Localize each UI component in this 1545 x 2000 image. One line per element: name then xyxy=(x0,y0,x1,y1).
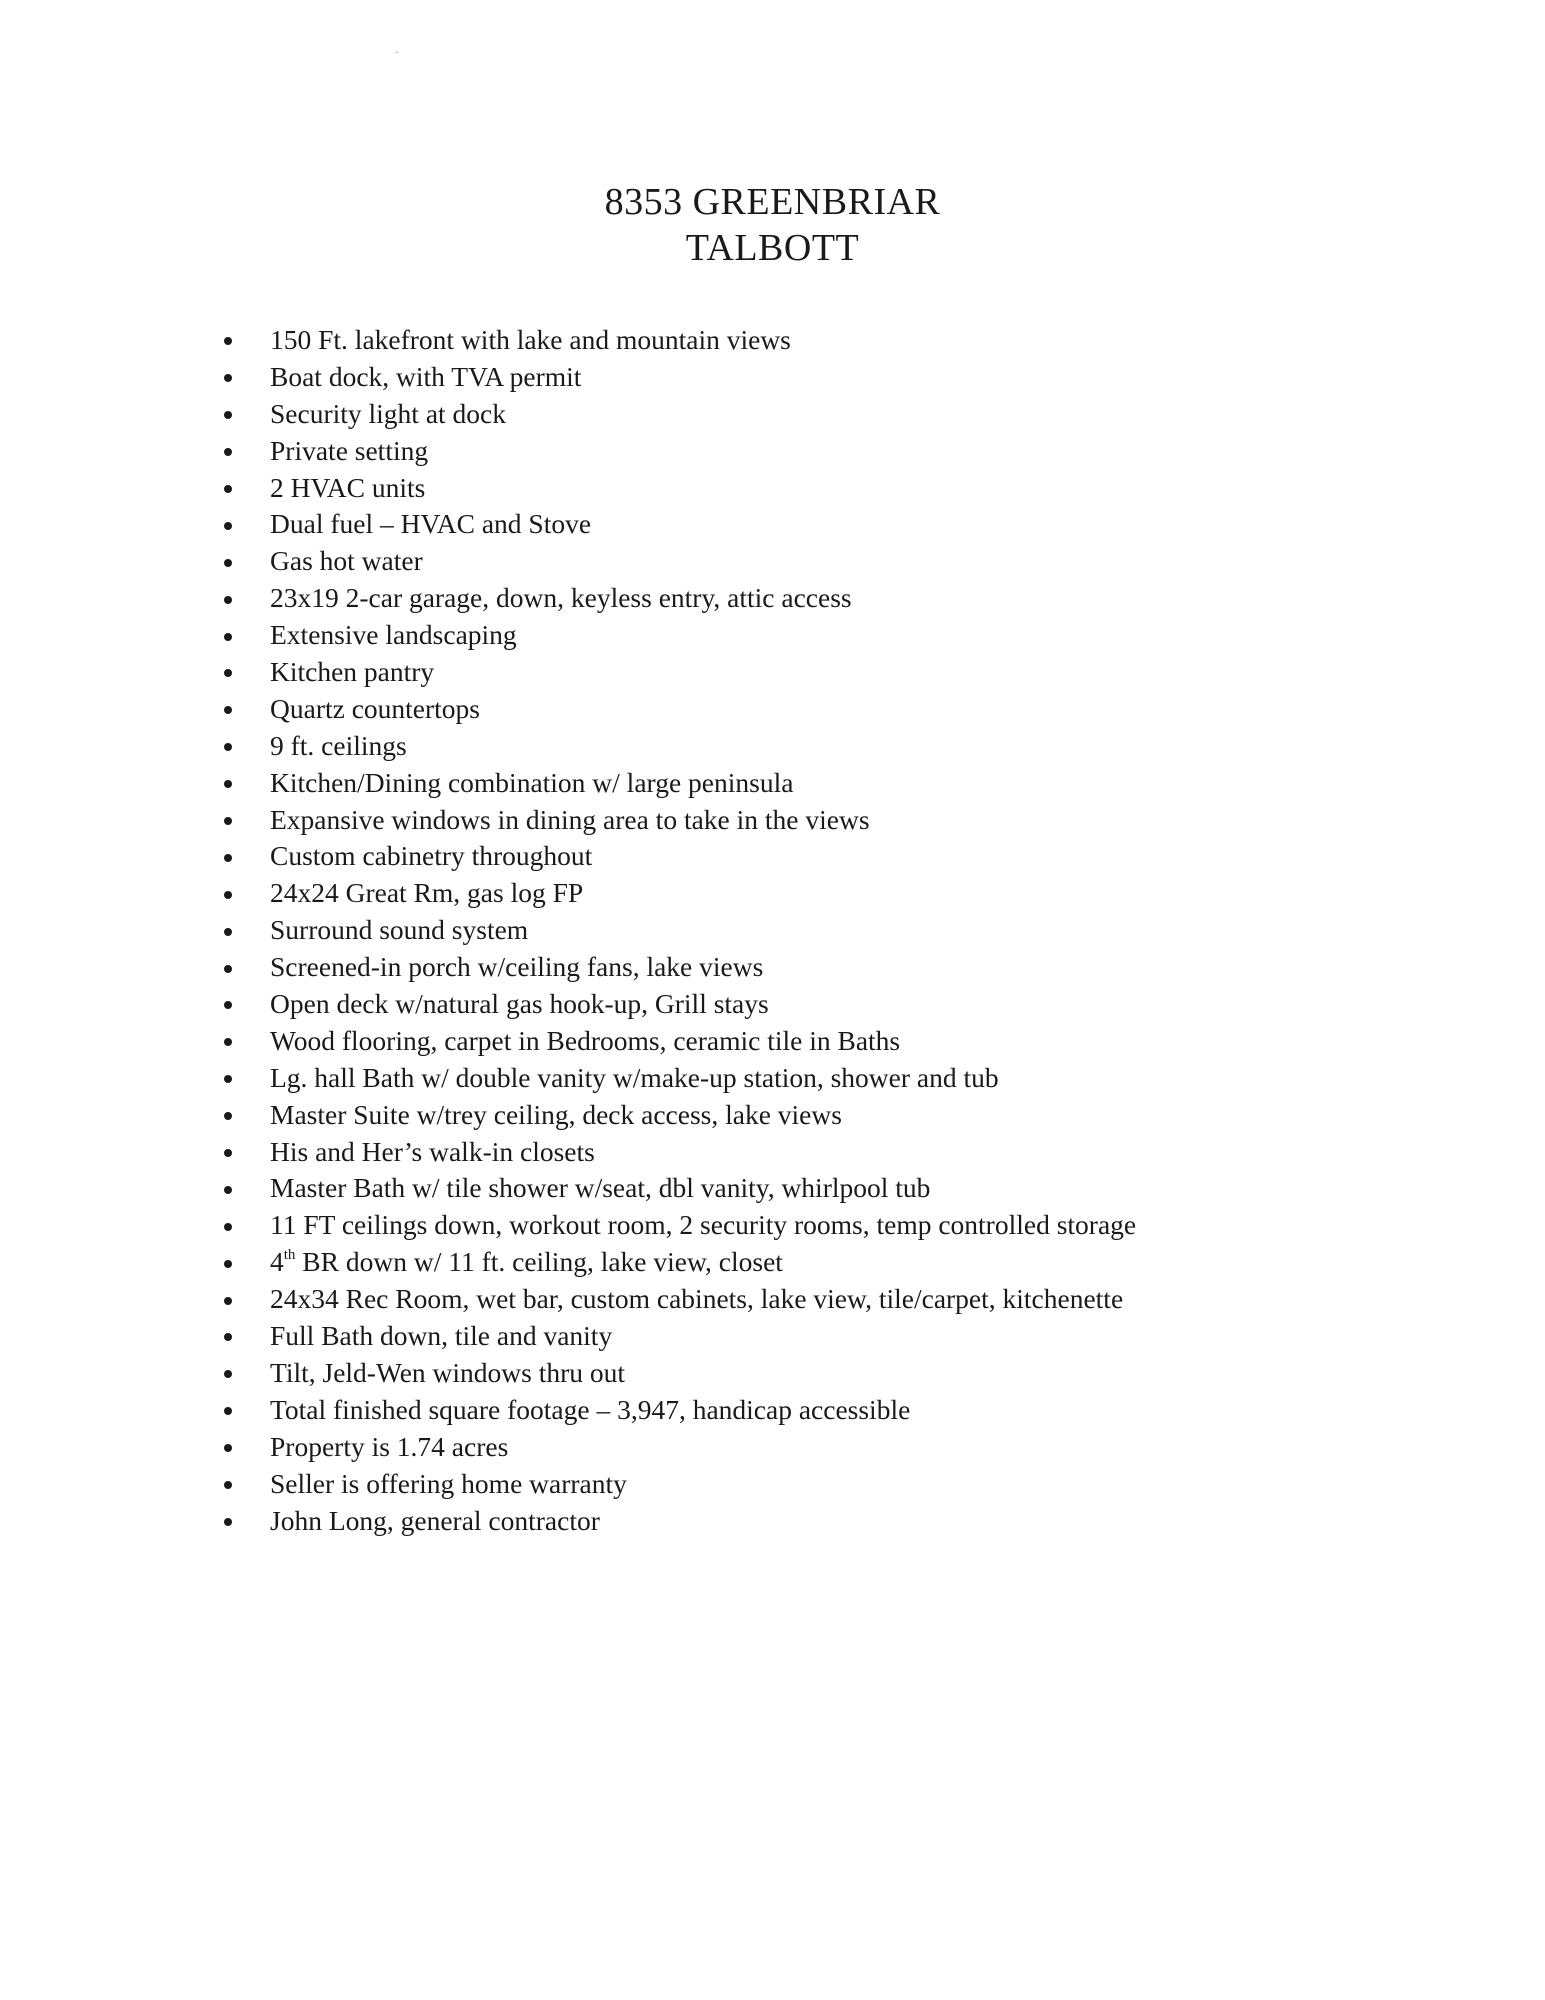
list-item-text: Total finished square footage – 3,947, handicap accessible xyxy=(270,1393,911,1425)
bullet-icon xyxy=(224,1407,232,1415)
list-item xyxy=(222,1355,1136,1392)
list-item xyxy=(222,1466,1136,1503)
bullet-icon xyxy=(224,1518,232,1526)
list-item xyxy=(222,580,1136,617)
bullet-icon xyxy=(224,928,232,936)
list-item xyxy=(222,1318,1136,1355)
list-item xyxy=(222,396,1136,433)
bullet-icon xyxy=(224,1370,232,1378)
list-item xyxy=(222,1207,1136,1244)
list-item xyxy=(222,949,1136,986)
list-item xyxy=(222,543,1136,580)
list-item-text: 2 HVAC units xyxy=(270,471,426,503)
ordinal-number: 4 xyxy=(270,1246,284,1278)
list-item-text: Wood flooring, carpet in Bedrooms, ceramic tile in Baths xyxy=(270,1024,901,1056)
list-item xyxy=(222,359,1136,396)
list-item xyxy=(222,765,1136,802)
bullet-icon xyxy=(224,965,232,973)
list-item-text: BR down w/ 11 ft. ceiling, lake view, closet xyxy=(302,1246,783,1278)
list-item-text: 24x24 Great Rm, gas log FP xyxy=(270,877,584,909)
bullet-icon xyxy=(224,1297,232,1305)
list-item-text: Extensive landscaping xyxy=(270,619,517,651)
list-item-text: 23x19 2-car garage, down, keyless entry, attic access xyxy=(270,582,852,614)
list-item xyxy=(222,433,1136,470)
list-item-text: 24x34 Rec Room, wet bar, custom cabinets, lake view, tile/carpet, kitchenette xyxy=(270,1283,1124,1315)
feature-list xyxy=(222,322,1136,1539)
list-item xyxy=(222,470,1136,507)
bullet-icon xyxy=(224,633,232,641)
list-item-text: Tilt, Jeld-Wen windows thru out xyxy=(270,1356,626,1388)
bullet-icon xyxy=(224,1149,232,1157)
list-item-text: Dual fuel – HVAC and Stove xyxy=(270,508,592,540)
bullet-icon xyxy=(224,780,232,788)
list-item xyxy=(222,912,1136,949)
list-item-text: Custom cabinetry throughout xyxy=(270,840,593,872)
list-item-text: Kitchen/Dining combination w/ large peninsula xyxy=(270,766,794,798)
list-item-text: Property is 1.74 acres xyxy=(270,1430,509,1462)
bullet-icon xyxy=(224,1444,232,1452)
bullet-icon xyxy=(224,485,232,493)
list-item xyxy=(222,322,1136,359)
bullet-icon xyxy=(224,817,232,825)
list-item xyxy=(222,986,1136,1023)
page-title-city: TALBOTT xyxy=(685,227,860,269)
list-item-text: John Long, general contractor xyxy=(270,1504,600,1536)
bullet-icon xyxy=(224,1186,232,1194)
list-item-text: Quartz countertops xyxy=(270,692,480,724)
list-item-text: Seller is offering home warranty xyxy=(270,1467,627,1499)
list-item xyxy=(222,1503,1136,1540)
list-item-text: Lg. hall Bath w/ double vanity w/make-up station, shower and tub xyxy=(270,1061,999,1093)
list-item xyxy=(222,617,1136,654)
bullet-icon xyxy=(224,337,232,345)
list-item-text: Security light at dock xyxy=(270,397,506,429)
bullet-icon xyxy=(224,669,232,677)
bullet-icon xyxy=(224,559,232,567)
list-item xyxy=(222,1023,1136,1060)
list-item-text: 11 FT ceilings down, workout room, 2 security rooms, temp controlled storage xyxy=(270,1209,1137,1241)
bullet-icon xyxy=(224,1260,232,1268)
bullet-icon xyxy=(224,1075,232,1083)
bullet-icon xyxy=(224,1481,232,1489)
bullet-icon xyxy=(224,854,232,862)
list-item xyxy=(222,1281,1136,1318)
list-item-text: Open deck w/natural gas hook-up, Grill stays xyxy=(270,988,769,1020)
list-item xyxy=(222,1097,1136,1134)
scan-speck xyxy=(396,52,398,53)
list-item xyxy=(222,838,1136,875)
bullet-icon xyxy=(224,522,232,530)
list-item xyxy=(222,802,1136,839)
list-item xyxy=(222,654,1136,691)
list-item-text: His and Her’s walk-in closets xyxy=(270,1135,595,1167)
list-item xyxy=(222,1429,1136,1466)
bullet-icon xyxy=(224,1001,232,1009)
list-item xyxy=(222,1060,1136,1097)
list-item xyxy=(222,1392,1136,1429)
list-item-text: 150 Ft. lakefront with lake and mountain views xyxy=(270,324,791,355)
bullet-icon xyxy=(224,743,232,751)
bullet-icon xyxy=(224,448,232,456)
list-item xyxy=(222,1244,1136,1281)
bullet-icon xyxy=(224,411,232,419)
list-item xyxy=(222,506,1136,543)
bullet-icon xyxy=(224,374,232,382)
bullet-icon xyxy=(224,1112,232,1120)
list-item xyxy=(222,728,1136,765)
list-item-text: Master Suite w/trey ceiling, deck access, lake views xyxy=(270,1098,842,1130)
bullet-icon xyxy=(224,1038,232,1046)
page-title-address: 8353 GREENBRIAR xyxy=(604,181,941,223)
bullet-icon xyxy=(224,1223,232,1231)
ordinal-suffix: th xyxy=(283,1247,296,1264)
list-item-text: Gas hot water xyxy=(270,545,423,577)
list-item-text: Expansive windows in dining area to take in the views xyxy=(270,803,870,835)
list-item-text: Kitchen pantry xyxy=(270,656,435,688)
bullet-icon xyxy=(224,891,232,899)
list-item-text: Private setting xyxy=(270,434,429,466)
list-item xyxy=(222,1170,1136,1207)
list-item xyxy=(222,691,1136,728)
list-item xyxy=(222,1134,1136,1171)
list-item xyxy=(222,875,1136,912)
list-item-text: Screened-in porch w/ceiling fans, lake views xyxy=(270,951,764,983)
bullet-icon xyxy=(224,596,232,604)
list-item-text: 9 ft. ceilings xyxy=(270,729,407,761)
list-item-text: Full Bath down, tile and vanity xyxy=(270,1320,613,1352)
list-item-text: Surround sound system xyxy=(270,914,529,946)
bullet-icon xyxy=(224,1333,232,1341)
list-item-text: Boat dock, with TVA permit xyxy=(270,360,582,392)
list-item-text: Master Bath w/ tile shower w/seat, dbl vanity, whirlpool tub xyxy=(270,1172,931,1204)
bullet-icon xyxy=(224,706,232,714)
